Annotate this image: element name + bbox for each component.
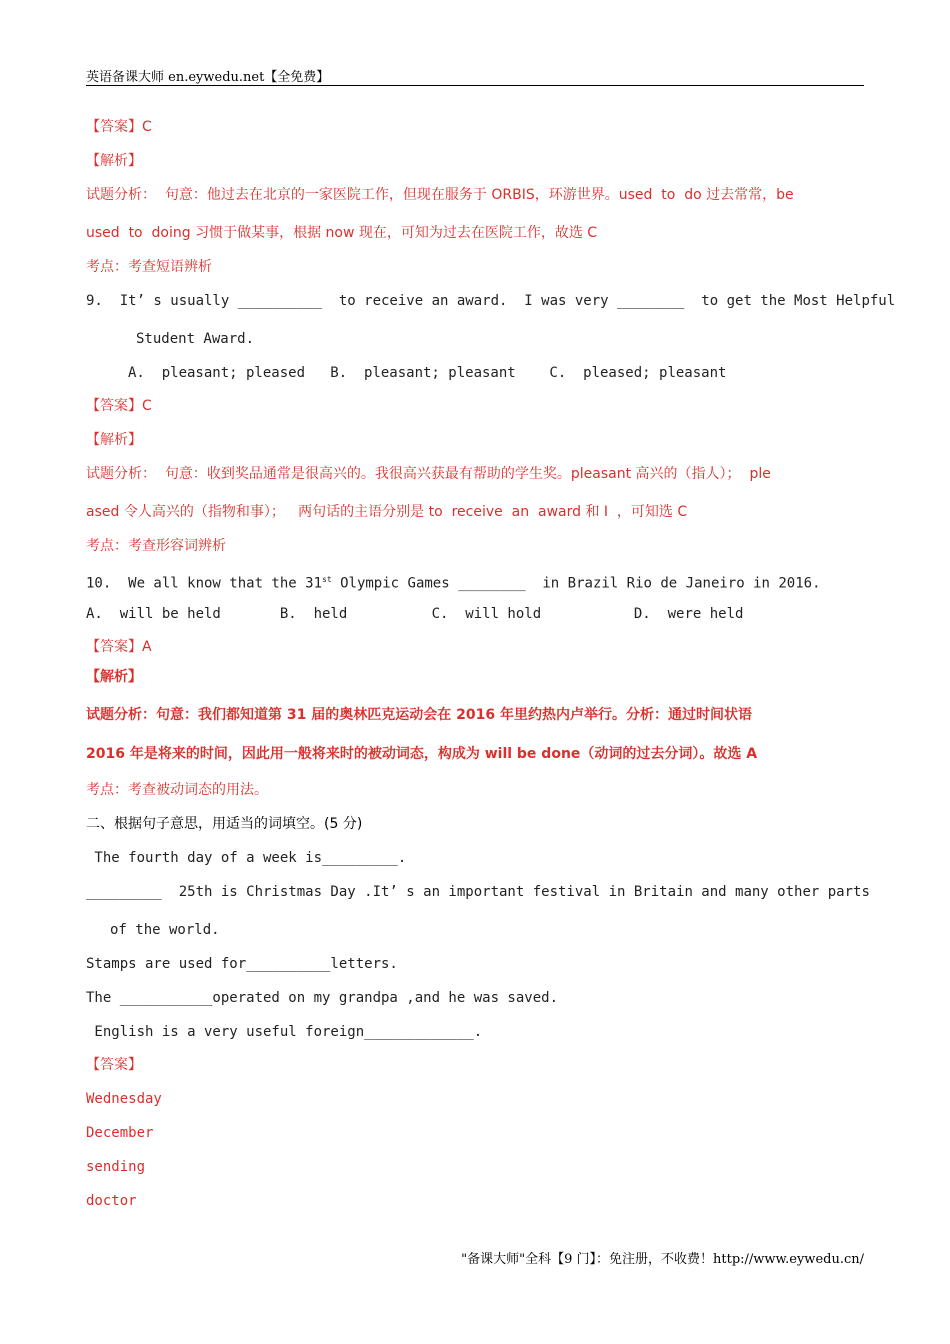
q9-analysis-line1: 试题分析： 句意：收到奖品通常是很高兴的。我很高兴获最有帮助的学生奖。pleasant 高兴的（指人）； ple <box>86 466 771 482</box>
q10-analysis-line2: 2016 年是将来的时间，因此用一般将来时的被动词态，构成为 will be done（动词的过去分词）。故选 A <box>86 746 758 762</box>
header-divider <box>86 85 864 86</box>
section2-answer-label: 【答案】 <box>86 1057 142 1073</box>
section2-sentence-5: English is a very useful foreign_____________. <box>86 1024 483 1040</box>
section2-sentence-2a: _________ 25th is Christmas Day .It’ s an important festival in Britain and many other parts <box>86 884 870 900</box>
q10-answer: 【答案】A <box>86 639 152 655</box>
section2-title: 二、根据句子意思，用适当的词填空。(5 分) <box>86 816 363 832</box>
section2-answer-1: Wednesday <box>86 1091 162 1107</box>
page-header: 英语备课大师 en.eywedu.net【全免费】 <box>86 70 330 85</box>
q10-options: A. will be held B. held C. will hold D. were held <box>86 606 744 622</box>
page-footer: "备课大师"全科【9 门】：免注册，不收费！http://www.eywedu.cn/ <box>461 1252 864 1267</box>
q9-question-line2: Student Award. <box>136 331 255 347</box>
q9-analysis-line2: ased 令人高兴的（指物和事）； 两句话的主语分别是 to receive an award 和 I ，可知选 C <box>86 504 688 520</box>
q8-answer: 【答案】C <box>86 119 152 135</box>
q10-point: 考点：考查被动词态的用法。 <box>86 782 268 798</box>
section2-sentence-1: The fourth day of a week is_________. <box>86 850 407 866</box>
q10-analysis-label: 【解析】 <box>86 669 142 685</box>
q9-answer: 【答案】C <box>86 398 152 414</box>
q10-analysis-line1: 试题分析：句意：我们都知道第 31 届的奥林匹克运动会在 2016 年里约热内卢举行。分析：通过时间状语 <box>86 707 752 723</box>
q8-analysis-line2: used to doing 习惯于做某事，根据 now 现在，可知为过去在医院工作，故选 C <box>86 225 598 241</box>
q8-analysis-label: 【解析】 <box>86 153 142 169</box>
q9-point: 考点：考查形容词辨析 <box>86 538 226 554</box>
q10-question-line1: 10. We all know that the 31st Olympic Games ________ in Brazil Rio de Janeiro in 2016. <box>86 575 821 592</box>
section2-sentence-2b: of the world. <box>110 922 220 938</box>
q8-analysis-line1: 试题分析： 句意：他过去在北京的一家医院工作，但现在服务于 ORBIS，环游世界。used to do 过去常常，be <box>86 187 794 203</box>
section2-answer-2: December <box>86 1125 154 1141</box>
q9-question-line1: 9. It’ s usually __________ to receive an award. I was very ________ to get the Most Helpful <box>86 293 896 309</box>
section2-sentence-3: Stamps are used for__________letters. <box>86 956 398 972</box>
q9-analysis-label: 【解析】 <box>86 432 142 448</box>
q8-point: 考点：考查短语辨析 <box>86 259 212 275</box>
section2-answer-4: doctor <box>86 1193 137 1209</box>
section2-answer-3: sending <box>86 1159 146 1175</box>
q9-options: A. pleasant; pleased B. pleasant; pleasant C. pleased; pleasant <box>128 365 727 381</box>
section2-sentence-4: The ___________operated on my grandpa ,and he was saved. <box>86 990 559 1006</box>
